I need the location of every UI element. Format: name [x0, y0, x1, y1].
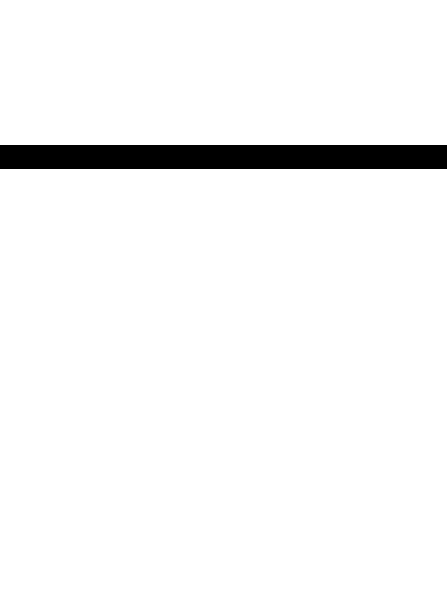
black-divider — [0, 145, 447, 169]
